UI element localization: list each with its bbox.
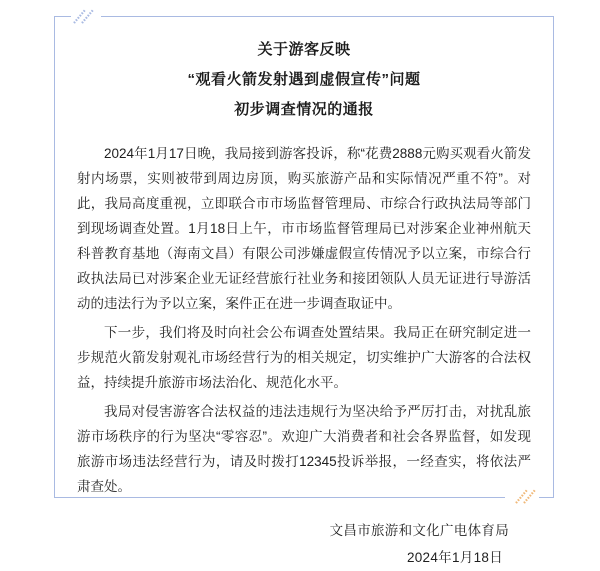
signature-date: 2024年1月18日 [406,550,503,565]
page-title-line-2: “观看火箭发射遇到虚假宣传”问题 [187,71,421,88]
body-paragraph: 下一步，我们将及时向社会公布调查处置结果。我局正在研究制定进一步规范火箭发射观礼市场经营行为的相关规定，切实维护广大游客的合法权益，持续提升旅游市场法治化、规范化水平。 [77,325,531,390]
page-title-line-1: 关于游客反映 [257,41,351,58]
document-body [55,125,553,499]
body-paragraph: 我局对侵害游客合法权益的违法违规行为坚决给予严厉打击，对扰乱旅游市场秩序的行为坚决“零容忍”。欢迎广大消费者和社会各界监督，如发现旅游市场违法经营行为，请及时拨打12345投诉举报，一经查实，将依法严肃查处。 [77,404,531,494]
page-title [55,17,553,125]
body-paragraph: 2024年1月17日晚，我局接到游客投诉，称“花费2888元购买观看火箭发射内场票，实则被带到周边房顶，购买旅游产品和实际情况严重不符”。对此，我局高度重视，立即联合市市场监督管理局、市综合行政执法局等部门到现场调查处置。1月18日上午，市市场监督管理局已对涉案企业神州航天科普教育基地（海南文昌）有限公司涉嫌虚假宣传情况予以立案，市综合行政执法局已对涉案企业无证经营旅行社业务和接团领队人员无证进行导游活动的违法行为予以立案，案件正在进一步调查取证中。 [77,146,531,311]
bottom-border-gap [505,494,539,500]
notice-frame [54,16,554,565]
page-title-line-3: 初步调查情况的通报 [234,101,374,118]
signature-organization: 文昌市旅游和文化广电体育局 [329,523,509,538]
top-border-gap [71,14,101,20]
signature-block [55,503,553,571]
